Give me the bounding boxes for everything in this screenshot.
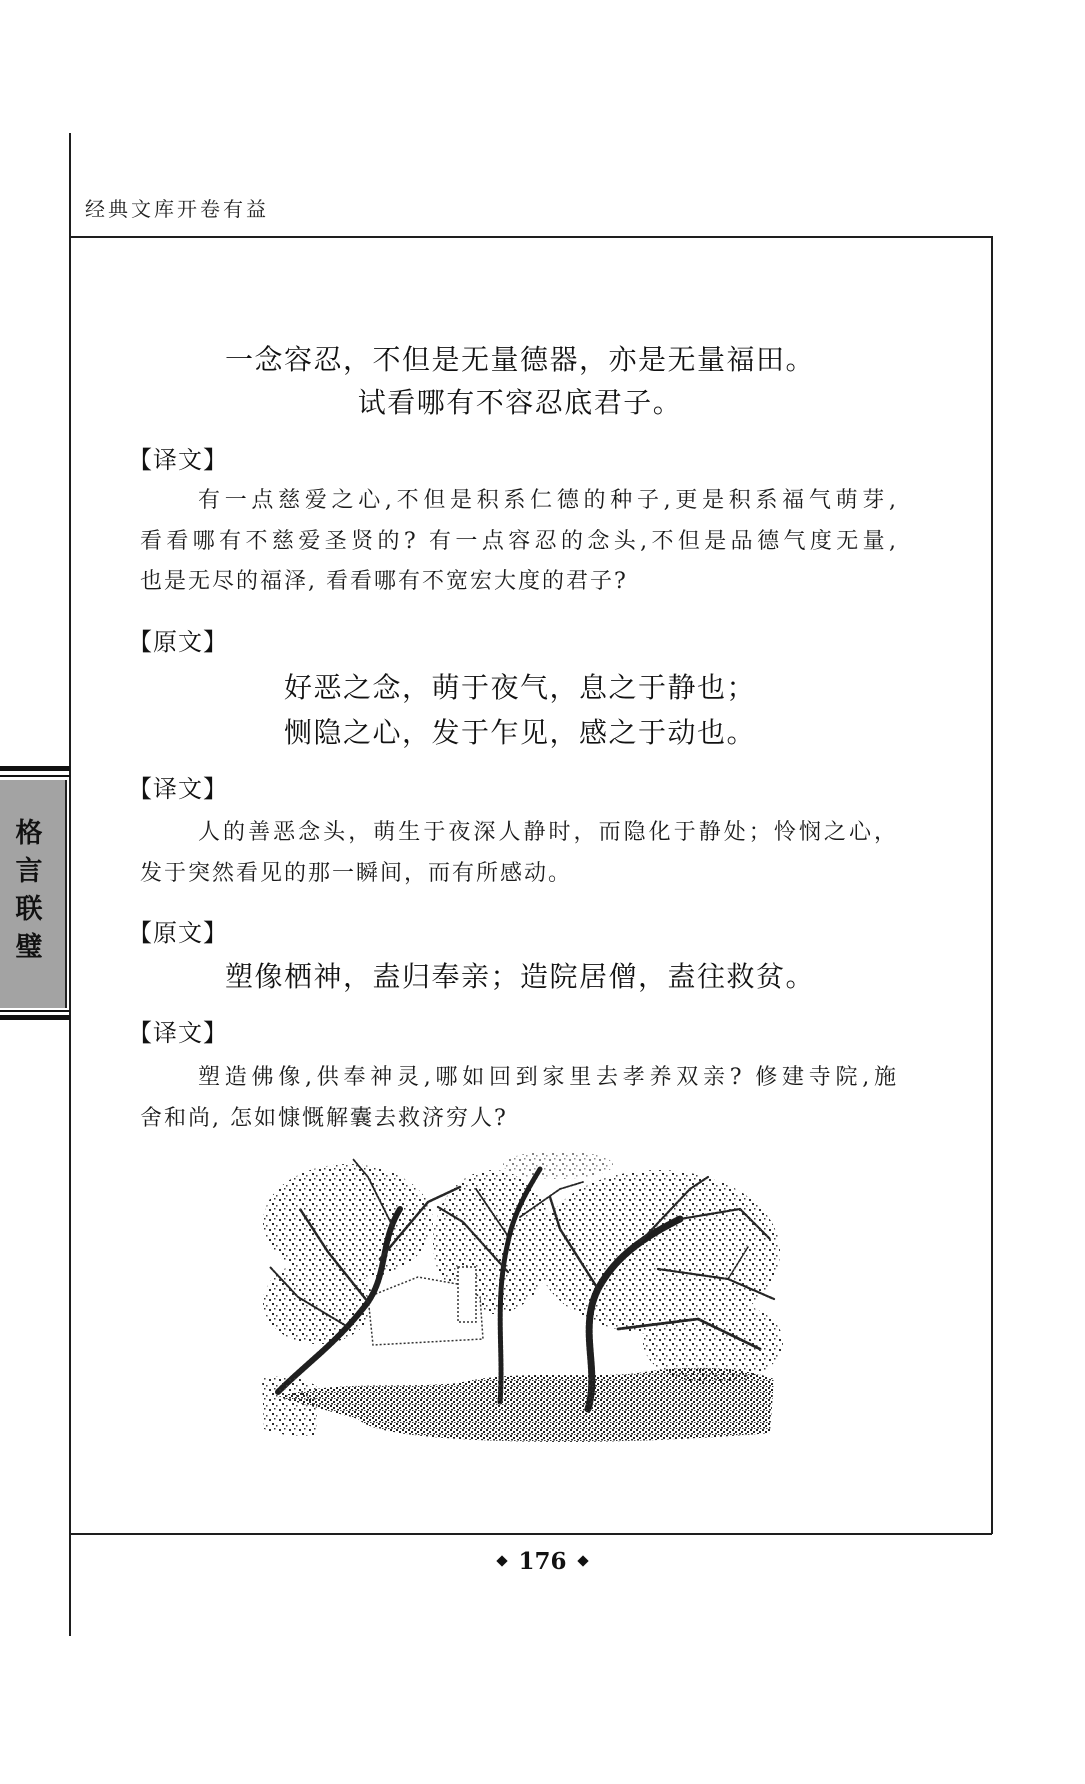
- translation-line: 也是无尽的福泽, 看看哪有不宽宏大度的君子?: [140, 569, 628, 594]
- side-tab-bottom-rule-thin: [0, 1010, 70, 1012]
- translation-line: 塑造佛像,供奉神灵,哪如回到家里去孝养双亲? 修建寺院,施: [198, 1065, 898, 1090]
- side-tab-label: 格言联璧: [10, 818, 42, 970]
- original-line: 恻隐之心，发于乍见，感之于动也。: [283, 716, 756, 749]
- page-number: [0, 1548, 1085, 1576]
- original-text-3: [140, 955, 900, 999]
- translation-line: 看看哪有不慈爱圣贤的? 有一点容忍的念头,不但是品德气度无量,: [140, 528, 898, 554]
- series-title: 经典文库开卷有益: [85, 197, 269, 221]
- diamond-icon: [577, 1555, 588, 1566]
- left-margin-rule: [69, 133, 71, 1636]
- side-tab: [0, 780, 67, 1008]
- ground-left: [262, 1376, 318, 1436]
- rock: [368, 1267, 483, 1345]
- side-tab-top-rule-thin: [0, 775, 70, 777]
- translation-line: 舍和尚, 怎如慷慨解囊去救济穷人?: [140, 1105, 508, 1131]
- original-line: 试看哪有不容忍底君子。: [357, 386, 683, 419]
- ground: [278, 1368, 774, 1442]
- frame-top-rule: [70, 236, 992, 238]
- translation-line: 发于突然看见的那一瞬间，而有所感动。: [140, 860, 573, 886]
- translation-label: 【译文】: [128, 446, 228, 474]
- side-tab-top-rule-thick: [0, 766, 70, 771]
- translation-label: 【译文】: [128, 1019, 228, 1047]
- diamond-icon: [497, 1555, 508, 1566]
- translation-text-1: [140, 481, 898, 603]
- translation-text-2: [140, 813, 898, 894]
- frame-bottom-rule: [70, 1533, 992, 1535]
- original-line: 好恶之念，萌于夜气，息之于静也；: [283, 671, 756, 704]
- translation-line: 有一点慈爱之心,不但是积系仁德的种子,更是积系福气萌芽,: [198, 488, 898, 513]
- original-line: 一念容忍，不但是无量德器，亦是无量福田。: [224, 343, 815, 376]
- translation-text-3: [140, 1058, 898, 1139]
- original-label: 【原文】: [128, 919, 228, 947]
- original-line: 塑像栖神，盍归奉亲；造院居僧，盍往救贫。: [224, 960, 815, 993]
- original-label: 【原文】: [128, 628, 228, 656]
- frame-right-rule: [991, 236, 993, 1534]
- translation-label: 【译文】: [128, 775, 228, 803]
- original-text-1: [140, 338, 900, 424]
- trees-landscape-illustration: [258, 1147, 788, 1449]
- translation-line: 人的善恶念头，萌生于夜深人静时，而隐化于静处；怜悯之心，: [198, 820, 898, 845]
- side-tab-bottom-rule-thick: [0, 1015, 70, 1020]
- page-number-value: 176: [518, 1548, 567, 1575]
- original-text-2: [140, 665, 900, 755]
